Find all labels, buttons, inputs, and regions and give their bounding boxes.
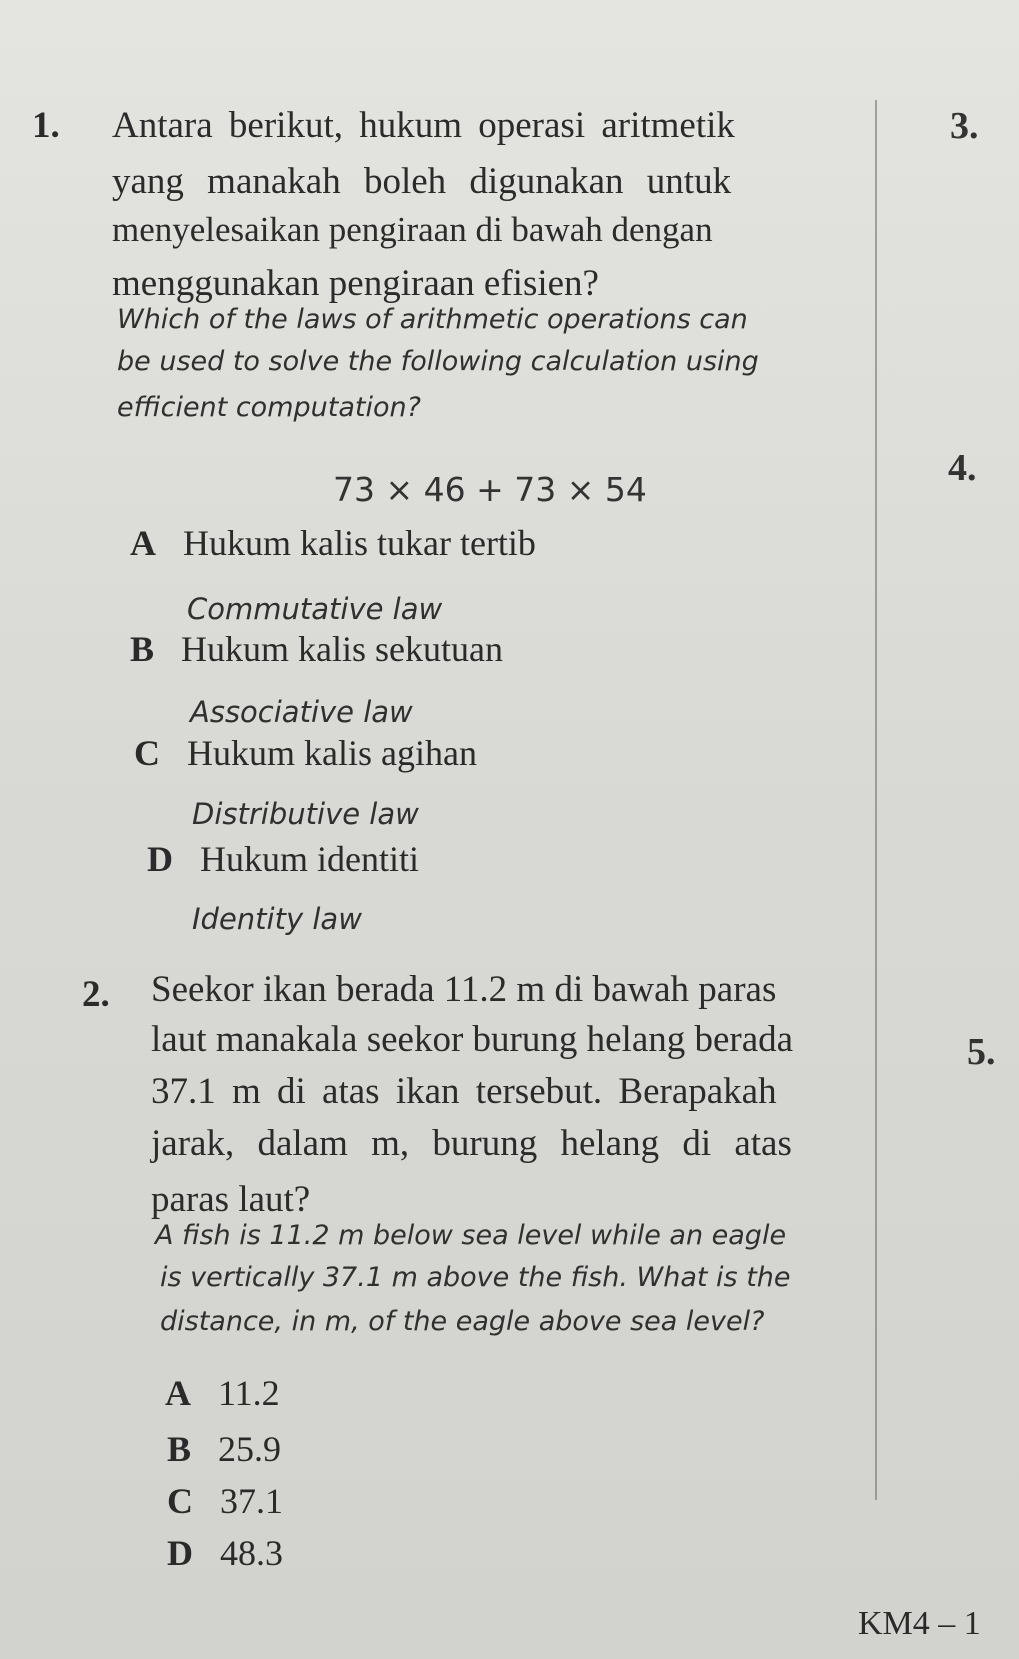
q2-malay-line-2: laut manakala seekor burung helang berada — [151, 1019, 794, 1060]
q2-option-d-letter: D — [167, 1533, 193, 1573]
q2-option-a-letter: A — [165, 1373, 191, 1413]
q2-option-d — [167, 1532, 283, 1574]
q2-option-c-value: 37.1 — [220, 1481, 283, 1521]
q1-malay-line-4: menggunakan pengiraan efisien? — [112, 263, 599, 304]
q2-english-line-3: distance, in m, of the eagle above sea level? — [160, 1306, 765, 1337]
q1-number: 1. — [32, 105, 60, 146]
q1-option-d — [147, 838, 419, 880]
q1-english-line-1: Which of the laws of arithmetic operations can — [117, 304, 748, 335]
q1-malay-line-1: Antara berikut, hukum operasi aritmetik — [112, 105, 735, 146]
q1-option-c-english: Distributive law — [192, 797, 419, 831]
q1-option-d-english: Identity law — [192, 902, 362, 936]
q1-option-a-english: Commutative law — [187, 592, 443, 626]
q1-malay-line-2: yang manakah boleh digunakan untuk — [112, 161, 732, 202]
q1-option-a-letter: A — [130, 523, 156, 563]
q2-option-b — [167, 1428, 281, 1470]
q2-option-c-letter: C — [167, 1481, 193, 1521]
side-number-5: 5. — [967, 1031, 996, 1073]
side-number-4: 4. — [948, 447, 977, 489]
q2-english-line-2: is vertically 37.1 m above the fish. What is the — [160, 1262, 791, 1293]
q1-option-b-english: Associative law — [190, 695, 413, 729]
q1-option-a-malay: Hukum kalis tukar tertib — [183, 523, 536, 563]
q1-expression: 73 × 46 + 73 × 54 — [333, 470, 647, 509]
side-number-3: 3. — [950, 105, 979, 147]
column-divider — [875, 100, 877, 1500]
q2-option-c — [167, 1480, 283, 1522]
q1-option-b-letter: B — [130, 629, 155, 669]
q1-option-b-malay: Hukum kalis sekutuan — [181, 629, 503, 669]
q2-malay-line-4: jarak, dalam m, burung helang di atas — [151, 1123, 792, 1164]
q2-option-b-letter: B — [167, 1429, 192, 1469]
q2-malay-line-3: 37.1 m di atas ikan tersebut. Berapakah — [151, 1071, 777, 1112]
q2-option-a-value: 11.2 — [218, 1373, 280, 1413]
page-footer: KM4 – 1 — [858, 1605, 981, 1642]
q1-option-d-letter: D — [147, 839, 173, 879]
q2-option-a — [165, 1372, 280, 1414]
q1-option-d-malay: Hukum identiti — [200, 839, 419, 879]
q2-malay-line-5: paras laut? — [151, 1179, 311, 1220]
q2-english-line-1: A fish is 11.2 m below sea level while an eagle — [155, 1220, 787, 1251]
q1-option-c-malay: Hukum kalis agihan — [187, 733, 477, 773]
q1-english-line-3: efficient computation? — [117, 392, 421, 423]
q2-option-b-value: 25.9 — [218, 1429, 282, 1469]
q2-option-d-value: 48.3 — [220, 1533, 283, 1573]
q1-malay-line-3: menyelesaikan pengiraan di bawah dengan — [112, 210, 713, 249]
q1-option-c — [134, 732, 477, 774]
q1-english-line-2: be used to solve the following calculation using — [117, 346, 759, 377]
q2-number: 2. — [82, 974, 110, 1015]
q1-option-c-letter: C — [134, 733, 160, 773]
q1-option-a — [130, 522, 536, 564]
q1-option-b — [130, 628, 503, 670]
q2-malay-line-1: Seekor ikan berada 11.2 m di bawah paras — [151, 969, 777, 1010]
